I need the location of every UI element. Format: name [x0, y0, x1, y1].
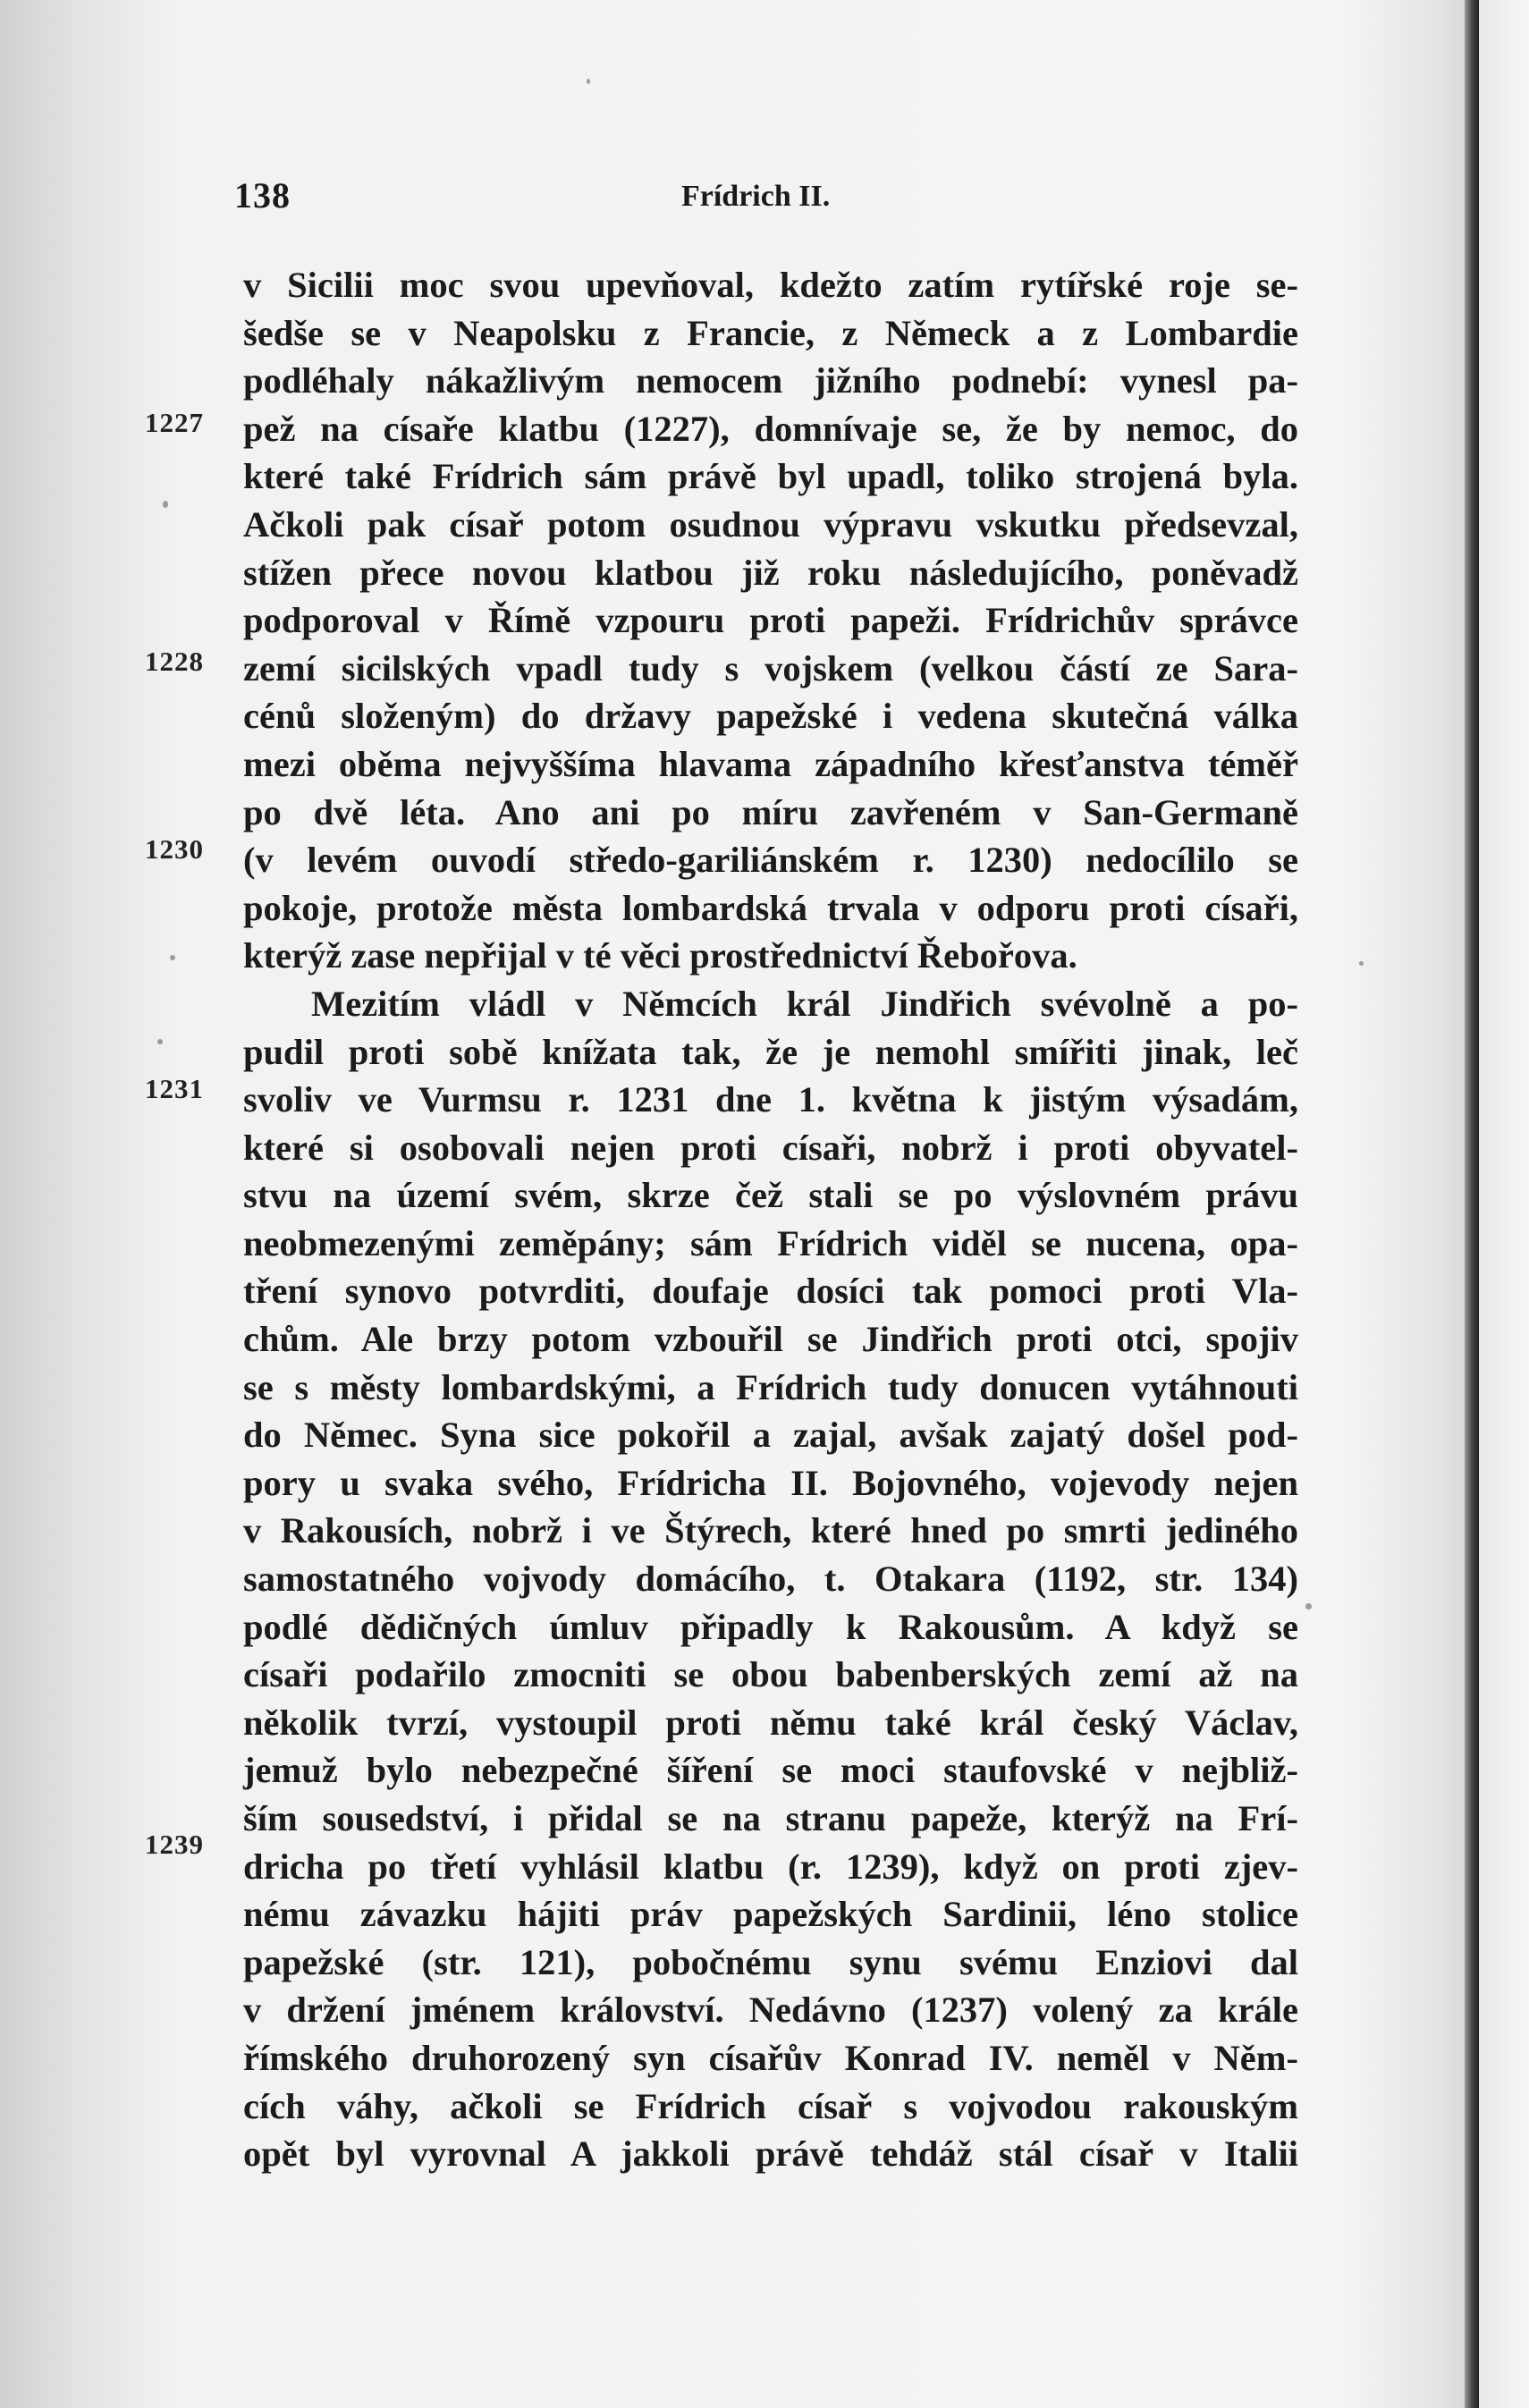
- margin-year: 1227: [145, 407, 204, 438]
- text-line: tření synovo potvrditi, doufaje dosíci tak pomoci proti Vla-: [243, 1271, 1298, 1312]
- margin-year: 1228: [145, 646, 204, 677]
- scan-speck: [1359, 961, 1364, 966]
- text-line: samostatného vojvody domácího, t. Otakara (1192, str. 134): [243, 1559, 1298, 1600]
- margin-year: 1239: [145, 1829, 204, 1860]
- text-line: do Němec. Syna sice pokořil a zajal, avšak zajatý došel pod-: [243, 1415, 1298, 1456]
- text-line: císaři podařilo zmocniti se obou babenberských zemí až na: [243, 1654, 1298, 1695]
- text-line: nému závazku hájiti práv papežských Sardinii, léno stolice: [243, 1894, 1298, 1935]
- text-line: stížen přece novou klatbou již roku následujícího, poněvadž: [243, 552, 1298, 593]
- page-number: 138: [234, 175, 291, 215]
- text-line: svoliv ve Vurmsu r. 1231 dne 1. května k jistým výsadám,: [243, 1079, 1298, 1120]
- page-header: [234, 174, 1298, 224]
- body-text: [243, 261, 1298, 2178]
- scan-speck: [170, 955, 175, 960]
- scan-speck: [157, 1039, 163, 1044]
- text-line: chům. Ale brzy potom vzbouřil se Jindřich proti otci, spojiv: [243, 1319, 1298, 1360]
- text-line: Ačkoli pak císař potom osudnou výpravu vskutku předsevzal,: [243, 503, 1298, 545]
- text-line: papežské (str. 121), pobočnému synu svému Enziovi dal: [243, 1941, 1298, 1982]
- text-line: Mezitím vládl v Němcích král Jindřich svévolně a po-: [311, 983, 1298, 1024]
- text-line: mezi oběma nejvyššíma hlavama západního křesťanstva téměř: [243, 743, 1298, 784]
- margin-year: 1231: [145, 1073, 204, 1104]
- text-line: římského druhorozený syn císařův Konrad IV. neměl v Něm-: [243, 2037, 1298, 2078]
- text-line: šedše se v Neapolsku z Francie, z Německ a z Lombardie: [243, 312, 1298, 353]
- text-line: podlé dědičných úmluv připadly k Rakousům. A když se: [243, 1606, 1298, 1647]
- text-line: kterýž zase nepřijal v té věci prostřednictví Řebořova.: [243, 935, 1077, 976]
- text-line: pudil proti sobě knížata tak, že je nemohl smířiti jinak, leč: [243, 1031, 1298, 1072]
- text-line: dricha po třetí vyhlásil klatbu (r. 1239), když on proti zjev-: [243, 1846, 1298, 1887]
- text-line: podléhaly nákažlivým nemocem jižního podnebí: vynesl pa-: [243, 360, 1298, 401]
- text-line: podporoval v Římě vzpouru proti papeži. Frídrichův správce: [243, 600, 1298, 641]
- page-gutter-shadow: [1465, 0, 1479, 2408]
- text-line: pory u svaka svého, Frídricha II. Bojovného, vojevody nejen: [243, 1462, 1298, 1503]
- text-line: které si osobovali nejen proti císaři, nobrž i proti obyvatel-: [243, 1127, 1298, 1168]
- text-line: několik tvrzí, vystoupil proti němu také král český Václav,: [243, 1702, 1298, 1743]
- scan-speck: [163, 501, 168, 508]
- adjacent-page-edge: [1479, 0, 1529, 2408]
- scan-speck: [1305, 1603, 1312, 1610]
- text-line: cích váhy, ačkoli se Frídrich císař s vojvodou rakouským: [243, 2085, 1298, 2126]
- running-title: Frídrich II.: [681, 180, 831, 213]
- text-line: zemí sicilských vpadl tudy s vojskem (velkou částí ze Sara-: [243, 647, 1298, 689]
- text-line: po dvě léta. Ano ani po míru zavřeném v San-Germaně: [243, 791, 1298, 832]
- text-line: v držení jménem království. Nedávno (1237) volený za krále: [243, 1990, 1298, 2031]
- text-line: v Sicilii moc svou upevňoval, kdežto zatím rytířské roje se-: [243, 265, 1298, 305]
- text-line: stvu na území svém, skrze čež stali se po výslovném právu: [243, 1175, 1298, 1216]
- text-line: pež na císaře klatbu (1227), domnívaje se, že by nemoc, do: [243, 408, 1298, 449]
- text-line: (v levém ouvodí středo-gariliánském r. 1230) nedocílilo se: [243, 840, 1298, 881]
- text-line: pokoje, protože města lombardská trvala v odporu proti císaři,: [243, 887, 1298, 928]
- text-line: které také Frídrich sám právě byl upadl, toliko strojená byla.: [243, 456, 1298, 497]
- scan-speck: [587, 79, 590, 84]
- text-line: neobmezenými zeměpány; sám Frídrich viděl se nucena, opa-: [243, 1222, 1298, 1263]
- text-line: opět byl vyrovnal A jakkoli právě tehdáž stál císař v Italii: [243, 2133, 1298, 2175]
- margin-year: 1230: [145, 833, 204, 865]
- text-line: se s městy lombardskými, a Frídrich tudy donucen vytáhnouti: [243, 1366, 1298, 1407]
- text-line: jemuž bylo nebezpečné šíření se moci staufovské v nejbliž-: [243, 1750, 1298, 1791]
- text-line: ším sousedství, i přidal se na stranu papeže, kterýž na Frí-: [243, 1798, 1298, 1838]
- text-line: v Rakousích, nobrž i ve Štýrech, které hned po smrti jediného: [243, 1510, 1298, 1551]
- text-line: cénů složeným) do državy papežské i vedena skutečná válka: [243, 696, 1298, 737]
